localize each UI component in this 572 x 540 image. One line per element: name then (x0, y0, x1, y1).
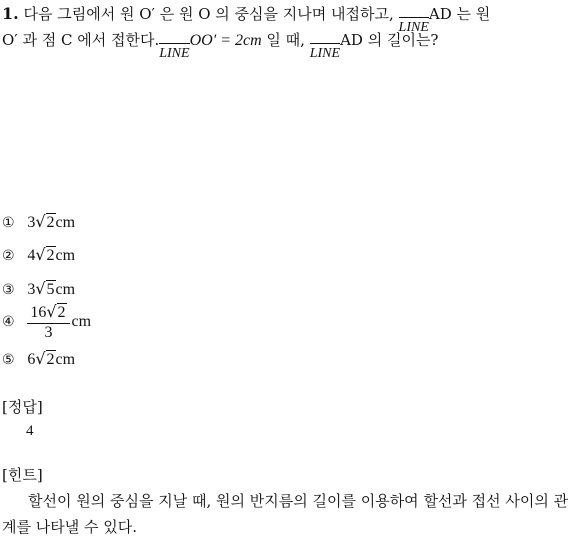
question-text-d: 일 때, (266, 31, 305, 49)
choice-fraction (27, 302, 69, 342)
choice-denominator: 3 (44, 324, 53, 341)
choice-coef: 4 (27, 247, 36, 264)
question-text-e: AD 의 길이는? (340, 31, 439, 49)
choice-coef: 16 (30, 304, 47, 321)
choice-marker: ① (2, 215, 15, 231)
choice-marker: ③ (2, 282, 15, 298)
sqrt-symbol: √2 (46, 302, 66, 321)
segment-overline-c: LINE (310, 41, 340, 61)
choice-coef: 3 (27, 281, 36, 298)
choice-5[interactable] (2, 349, 75, 369)
choice-radicand: 2 (46, 351, 55, 368)
choice-radicand: 2 (46, 214, 55, 231)
question-text-a: 다음 그림에서 원 O′ 은 원 O 의 중심을 지나며 내접하고, (23, 5, 394, 23)
choice-radicand: 2 (57, 304, 66, 321)
choice-marker: ④ (2, 314, 15, 330)
choice-radicand: 5 (46, 281, 55, 298)
choice-2[interactable] (2, 245, 75, 265)
hint-text: 할선이 원의 중심을 지날 때, 원의 반지름의 길이를 이용하여 할선과 접선 사이의 관계를 나타낼 수 있다. (2, 492, 569, 536)
choice-unit: cm (71, 313, 92, 330)
choice-3[interactable] (2, 279, 75, 299)
choice-coef: 6 (27, 351, 36, 368)
choice-marker: ⑤ (2, 352, 15, 368)
hint-title: [힌트] (2, 466, 43, 484)
sqrt-symbol: √2 (35, 349, 55, 368)
choice-marker: ② (2, 248, 15, 264)
question-text-b: AD 는 원 (428, 5, 491, 23)
choice-unit: cm (55, 351, 76, 368)
sqrt-symbol: √5 (35, 279, 55, 298)
choice-unit: cm (55, 247, 76, 264)
sqrt-symbol: √2 (35, 212, 55, 231)
answer-value: 4 (26, 423, 34, 439)
choice-coef: 3 (27, 214, 36, 231)
choice-1[interactable] (2, 212, 75, 232)
question-text-c: O′ 과 점 C 에서 접한다. (2, 31, 160, 49)
question-number: 1. (2, 4, 19, 23)
question-line-2 (2, 30, 438, 61)
choice-unit: cm (55, 214, 76, 231)
answer-title: [정답] (2, 398, 43, 416)
sqrt-symbol: √2 (35, 245, 55, 264)
segment-overline-a: LINE (399, 15, 429, 35)
question-math-b: OO′ = 2cm (189, 32, 262, 49)
choice-4[interactable] (2, 302, 91, 342)
segment-overline-b: LINE (159, 41, 189, 61)
choice-unit: cm (55, 281, 76, 298)
choice-radicand: 2 (46, 247, 55, 264)
